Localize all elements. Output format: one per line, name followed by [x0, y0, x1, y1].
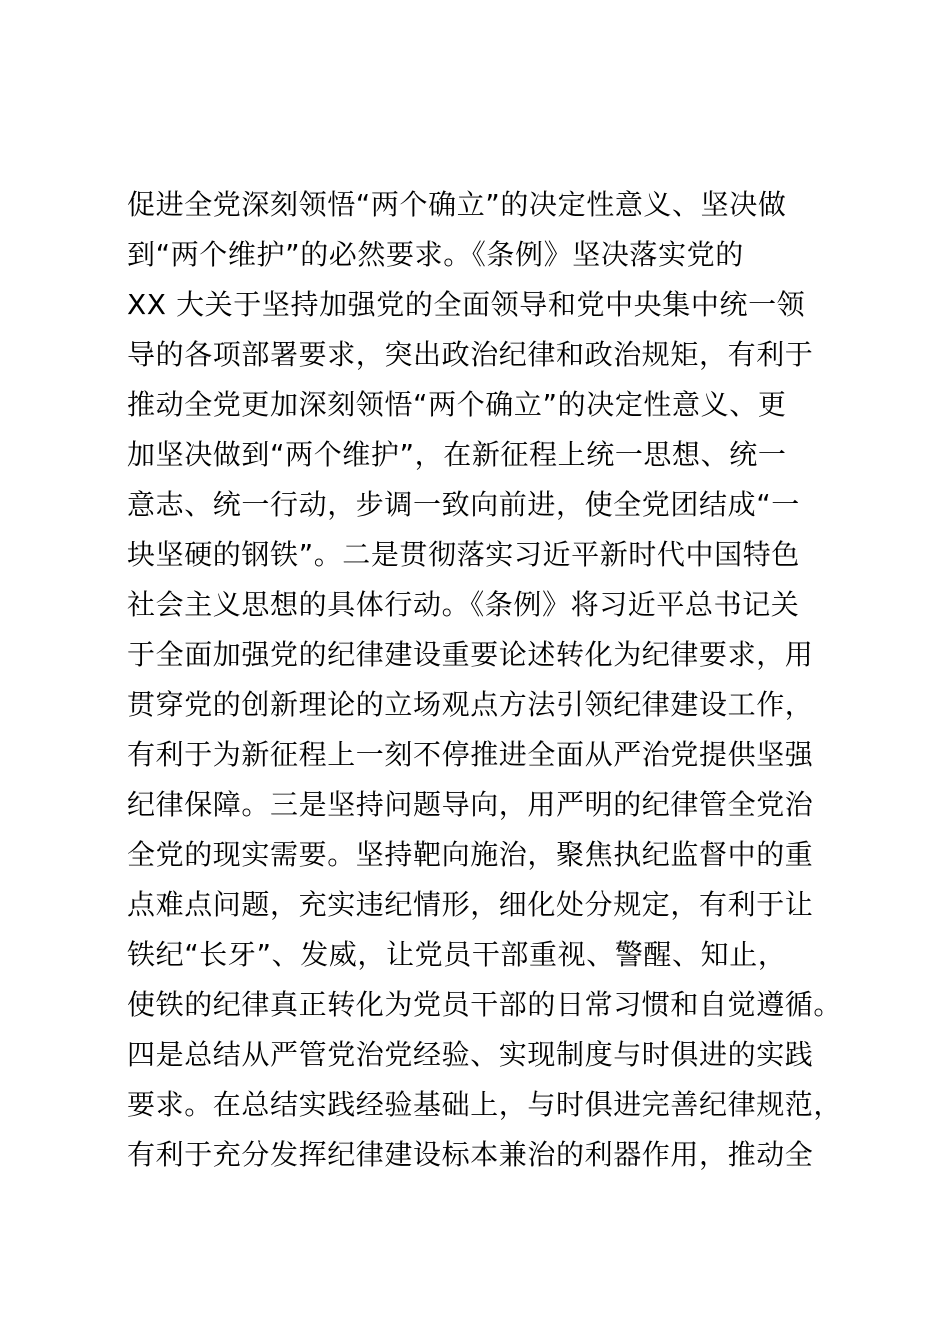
body-text [127, 180, 867, 1180]
text-line: 块坚硬的钢铁”。二是贯彻落实习近平新时代中国特色 [127, 538, 800, 571]
text-line: 有利于充分发挥纪律建设标本兼治的利器作用，推动全 [127, 1138, 814, 1171]
text-line: 到“两个维护”的必然要求。《条例》坚决落实党的 [127, 238, 744, 271]
text-line: 贯穿党的创新理论的立场观点方法引领纪律建设工作， [127, 688, 814, 721]
text-line: 推动全党更加深刻领悟“两个确立”的决定性意义、更 [127, 388, 787, 421]
text-line: 纪律保障。三是坚持问题导向，用严明的纪律管全党治 [127, 788, 814, 821]
text-line: 全党的现实需要。坚持靶向施治，聚焦执纪监督中的重 [127, 838, 814, 871]
text-line: 于全面加强党的纪律建设重要论述转化为纪律要求，用 [127, 638, 814, 671]
text-line: 铁纪“长牙”、发威，让党员干部重视、警醒、知止， [127, 938, 787, 971]
text-line: 四是总结从严管党治党经验、实现制度与时俱进的实践 [127, 1038, 814, 1071]
text-line: 意志、统一行动，步调一致向前进，使全党团结成“一 [127, 488, 800, 521]
text-line: 点难点问题，充实违纪情形，细化处分规定，有利于让 [127, 888, 814, 921]
text-line: 要求。在总结实践经验基础上，与时俱进完善纪律规范， [127, 1088, 843, 1121]
text-line: 加坚决做到“两个维护”，在新征程上统一思想、统一 [127, 438, 787, 471]
text-line: 社会主义思想的具体行动。《条例》将习近平总书记关 [127, 588, 800, 621]
text-line: 导的各项部署要求，突出政治纪律和政治规矩，有利于 [127, 338, 814, 371]
text-line: 促进全党深刻领悟“两个确立”的决定性意义、坚决做 [127, 188, 787, 221]
text-line: 有利于为新征程上一刻不停推进全面从严治党提供坚强 [127, 738, 814, 771]
text-line: XX 大关于坚持加强党的全面领导和党中央集中统一领 [127, 288, 806, 321]
text-line: 使铁的纪律真正转化为党员干部的日常习惯和自觉遵循。 [127, 988, 843, 1021]
